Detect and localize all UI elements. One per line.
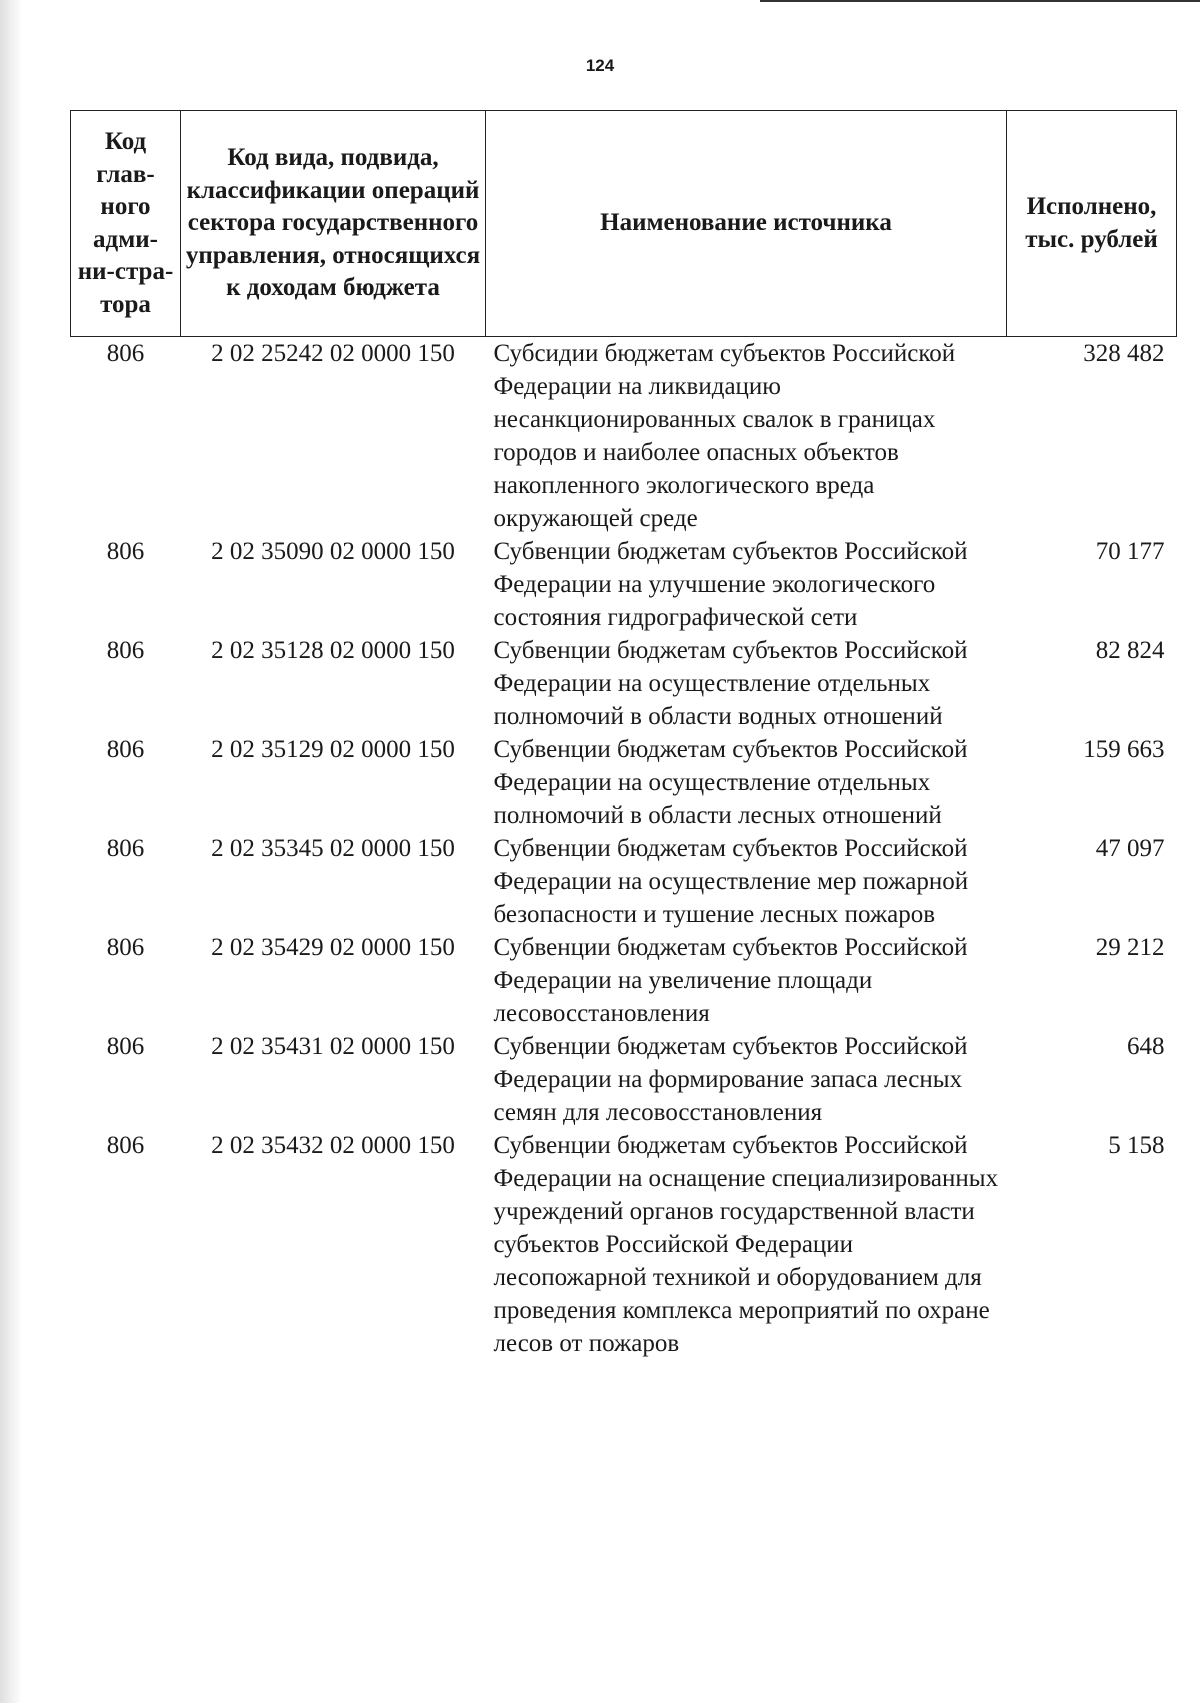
table-body (71, 337, 1177, 1361)
classification-code-cell: 2 02 35128 02 0000 150 (211, 637, 455, 664)
table-row (71, 931, 1177, 1030)
amount-cell: 70 177 (1095, 538, 1165, 565)
budget-revenue-table (70, 110, 1177, 1360)
admin-code-cell: 806 (106, 736, 145, 763)
source-name-cell: Субсидии бюджетам субъектов Российской Федерации на ликвидацию несанкционированных свалок в границах городов и наиболее опасных объектов накопленного экологического вреда окружающей среде (493, 340, 956, 532)
header-row (71, 111, 1177, 337)
admin-code-cell: 806 (106, 538, 145, 565)
source-name-cell: Субвенции бюджетам субъектов Российской Федерации на улучшение экологического состояния гидрографической сети (493, 538, 968, 631)
header-admin-code: Код глав-ного адми-ни-стра-тора (71, 111, 181, 337)
admin-code-cell: 806 (106, 934, 145, 961)
scan-edge-shadow (0, 0, 22, 1703)
table-row (71, 733, 1177, 832)
source-name-cell: Субвенции бюджетам субъектов Российской Федерации на осуществление отдельных полномочий в области водных отношений (493, 637, 968, 730)
source-name-cell: Субвенции бюджетам субъектов Российской Федерации на увеличение площади лесовосстановления (493, 934, 968, 1027)
admin-code-cell: 806 (106, 340, 145, 367)
header-executed-amount: Исполнено, тыс. рублей (1007, 111, 1177, 337)
classification-code-cell: 2 02 35431 02 0000 150 (211, 1033, 455, 1060)
admin-code-cell: 806 (106, 835, 145, 862)
amount-cell: 5 158 (1108, 1132, 1165, 1159)
table-row (71, 634, 1177, 733)
top-scan-line (760, 0, 1200, 2)
classification-code-cell: 2 02 35432 02 0000 150 (211, 1132, 455, 1159)
source-name-cell: Субвенции бюджетам субъектов Российской Федерации на осуществление мер пожарной безопасности и тушение лесных пожаров (493, 835, 969, 928)
amount-cell: 82 824 (1095, 637, 1165, 664)
table-row (71, 832, 1177, 931)
table-row (71, 535, 1177, 634)
classification-code-cell: 2 02 25242 02 0000 150 (211, 340, 455, 367)
classification-code-cell: 2 02 35129 02 0000 150 (211, 736, 455, 763)
source-name-cell: Субвенции бюджетам субъектов Российской Федерации на формирование запаса лесных семян для лесовосстановления (493, 1033, 968, 1126)
table-row (71, 1129, 1177, 1360)
table-row (71, 337, 1177, 536)
classification-code-cell: 2 02 35090 02 0000 150 (211, 538, 455, 565)
header-source-name: Наименование источника (486, 111, 1007, 337)
page-number: 124 (585, 56, 615, 75)
amount-cell: 47 097 (1095, 835, 1165, 862)
header-classification-code: Код вида, подвида, классификации операций сектора государственного управления, относящихся к доходам бюджета (181, 111, 486, 337)
classification-code-cell: 2 02 35429 02 0000 150 (211, 934, 455, 961)
source-name-cell: Субвенции бюджетам субъектов Российской Федерации на осуществление отдельных полномочий в области лесных отношений (493, 736, 968, 829)
admin-code-cell: 806 (106, 1033, 145, 1060)
source-name-cell: Субвенции бюджетам субъектов Российской Федерации на оснащение специализированных учреждений органов государственной власти субъектов Российской Федерации лесопожарной техникой и оборудованием для проведения комплекса мероприятий по охране лесов от пожаров (493, 1132, 999, 1357)
amount-cell: 29 212 (1095, 934, 1165, 961)
amount-cell: 328 482 (1083, 340, 1165, 367)
admin-code-cell: 806 (106, 1132, 145, 1159)
table-row (71, 1030, 1177, 1129)
admin-code-cell: 806 (106, 637, 145, 664)
classification-code-cell: 2 02 35345 02 0000 150 (211, 835, 455, 862)
table-header (71, 111, 1177, 337)
amount-cell: 648 (1127, 1033, 1165, 1060)
amount-cell: 159 663 (1083, 736, 1165, 763)
